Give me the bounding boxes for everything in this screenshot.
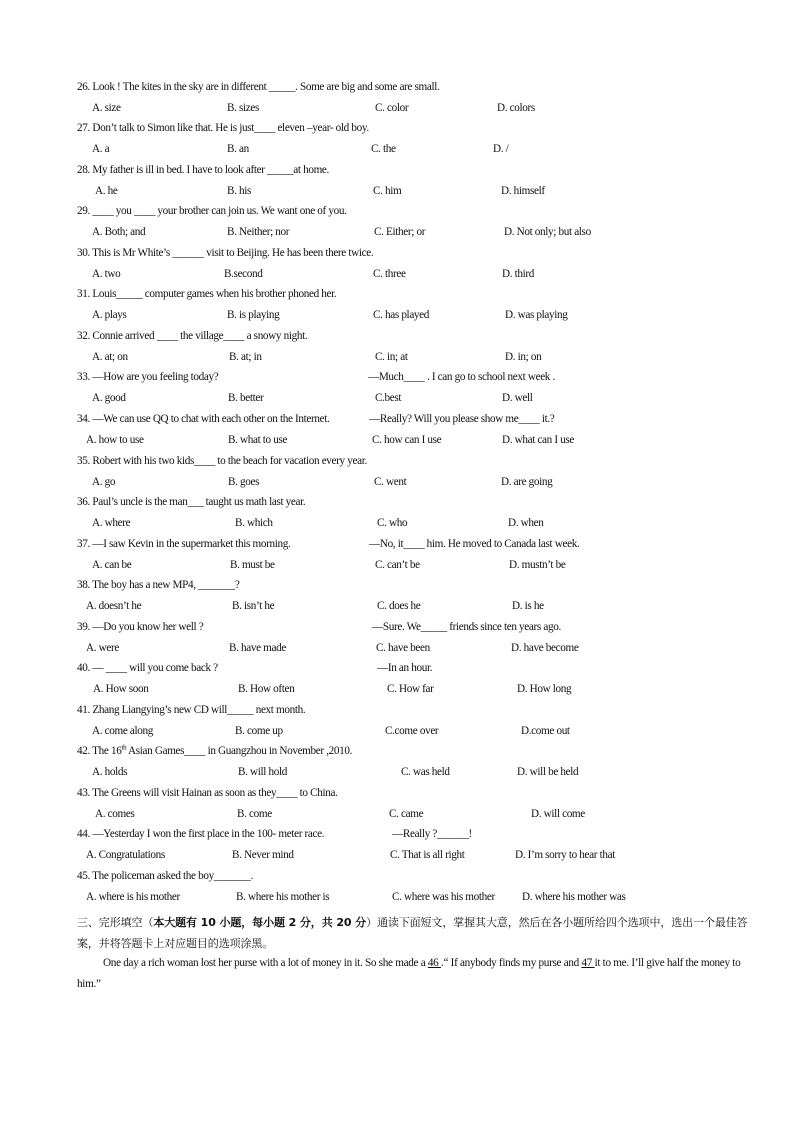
option-a: A. he	[95, 185, 118, 197]
option-a: A. Congratulations	[86, 849, 165, 861]
option-b: B. must be	[230, 559, 275, 571]
option-c: C. That is all right	[390, 849, 465, 861]
question-37	[77, 537, 757, 571]
option-b: B. what to use	[228, 434, 288, 446]
option-d: D.come out	[521, 725, 570, 737]
options-row	[77, 765, 757, 779]
question-stem: 32. Connie arrived ____ the village____ a snowy night.	[77, 330, 308, 342]
options-row	[77, 516, 757, 530]
option-c: C. have been	[376, 642, 430, 654]
options-row	[77, 267, 757, 281]
option-a: A. were	[86, 642, 119, 654]
options-row	[77, 475, 757, 489]
question-35	[77, 454, 757, 488]
option-c: C. how can I use	[372, 434, 442, 446]
question-stem: 27. Don’t talk to Simon like that. He is just____ eleven –year- old boy.	[77, 122, 369, 134]
option-d: D. Not only; but also	[504, 226, 591, 238]
option-d: D. will come	[531, 808, 585, 820]
option-b: B. is playing	[227, 309, 280, 321]
options-row	[77, 848, 757, 862]
option-b: B. will hold	[238, 766, 287, 778]
reply-line: —In an hour.	[377, 662, 433, 674]
question-stem: 44. —Yesterday I won the first place in the 100- meter race.	[77, 828, 325, 840]
question-33	[77, 370, 757, 404]
options-row	[77, 225, 757, 239]
reply-line: —Really? Will you please show me____ it.?	[369, 413, 555, 425]
option-d: D. was playing	[505, 309, 568, 321]
question-36	[77, 495, 757, 529]
option-d: D. How long	[517, 683, 572, 695]
option-d: D. when	[508, 517, 544, 529]
option-a: A. how to use	[86, 434, 144, 446]
option-b: B. at; in	[229, 351, 262, 363]
option-b: B. which	[235, 517, 273, 529]
question-stem: 29. ____ you ____ your brother can join us. We want one of you.	[77, 205, 347, 217]
option-d: D. third	[502, 268, 535, 280]
option-c: C. three	[373, 268, 406, 280]
reply-line: —Sure. We_____ friends since ten years ago.	[372, 621, 561, 633]
question-41	[77, 703, 757, 737]
ordinal-suffix: th	[121, 743, 127, 752]
reply-line: —Much____ . I can go to school next week .	[368, 371, 555, 383]
question-stem: 41. Zhang Liangying’s new CD will_____ next month.	[77, 704, 306, 716]
question-39	[77, 620, 757, 654]
option-d: D. where his mother was	[522, 891, 626, 903]
question-stem: 31. Louis_____ computer games when his brother phoned her.	[77, 288, 337, 300]
question-43	[77, 786, 757, 820]
option-a: A. holds	[92, 766, 128, 778]
option-c: C. Either; or	[374, 226, 426, 238]
question-stem: 30. This is Mr White’s ______ visit to Beijing. He has been there twice.	[77, 247, 374, 259]
question-28	[77, 163, 757, 197]
option-c: C. in; at	[375, 351, 408, 363]
option-c: C.best	[375, 392, 402, 404]
question-stem: 43. The Greens will visit Hainan as soon as they____ to China.	[77, 787, 338, 799]
options-row	[77, 599, 757, 613]
option-a: A. doesn’t he	[86, 600, 142, 612]
option-b: B. How often	[238, 683, 295, 695]
option-b: B.second	[224, 268, 263, 280]
question-stem: 45. The policeman asked the boy_______.	[77, 870, 253, 882]
option-a: A. come along	[92, 725, 154, 737]
option-b: B. his	[227, 185, 252, 197]
question-32	[77, 329, 757, 363]
option-d: D. colors	[497, 102, 535, 114]
option-a: A. two	[92, 268, 121, 280]
question-stem: 28. My father is ill in bed. I have to look after _____at home.	[77, 164, 329, 176]
question-34	[77, 412, 757, 446]
section-prefix: 三、完形填空（	[77, 916, 154, 929]
option-c: C. has played	[373, 309, 430, 321]
option-a: A. a	[92, 143, 110, 155]
question-stem: 38. The boy has a new MP4, _______?	[77, 579, 240, 591]
option-a: A. where is his mother	[86, 891, 180, 903]
section-points: 本大题有 10 小题，每小题 2 分，共 20 分	[153, 916, 367, 929]
section-instructions: ）通读下面短文，掌握其大意，然后在各小题所给四个选项中，选出一个最佳答案，并将答题卡上对应题目的选项涂黑。	[77, 916, 748, 950]
passage-text: .“ If anybody finds my purse and	[440, 957, 582, 969]
question-31	[77, 287, 757, 321]
option-c: C. who	[377, 517, 408, 529]
stem-text: Asian Games____ in Guangzhou in November ,2010.	[126, 745, 353, 757]
question-stem: 37. —I saw Kevin in the supermarket this morning.	[77, 538, 291, 550]
options-row	[77, 350, 757, 364]
question-stem: 35. Robert with his two kids____ to the beach for vacation every year.	[77, 455, 367, 467]
question-stem: 39. —Do you know her well ?	[77, 621, 204, 633]
question-30	[77, 246, 757, 280]
blank-47: 47	[581, 957, 595, 969]
option-b: B. Never mind	[232, 849, 294, 861]
option-c: C. can’t be	[375, 559, 420, 571]
option-c: C. him	[373, 185, 402, 197]
question-stem	[77, 744, 757, 758]
option-a: A. good	[92, 392, 126, 404]
options-row	[77, 724, 757, 738]
option-d: D. are going	[501, 476, 553, 488]
option-a: A. at; on	[92, 351, 128, 363]
option-c: C. does he	[377, 600, 421, 612]
passage-text: One day a rich woman lost her purse with a lot of money in it. So she made a	[103, 957, 428, 969]
option-b: B. have made	[229, 642, 286, 654]
option-b: B. Neither; nor	[227, 226, 290, 238]
option-d: D. have become	[511, 642, 579, 654]
option-a: A. comes	[95, 808, 135, 820]
options-row	[77, 558, 757, 572]
option-b: B. an	[227, 143, 249, 155]
option-a: A. plays	[92, 309, 127, 321]
question-45	[77, 869, 757, 903]
option-a: A. go	[92, 476, 116, 488]
cloze-passage	[77, 953, 749, 995]
options-row	[77, 641, 757, 655]
option-c: C. How far	[387, 683, 434, 695]
question-38	[77, 578, 757, 612]
options-row	[77, 890, 757, 904]
option-d: D. I’m sorry to hear that	[515, 849, 615, 861]
option-b: B. where his mother is	[236, 891, 330, 903]
question-44	[77, 827, 757, 861]
option-c: C. went	[374, 476, 407, 488]
options-row	[77, 308, 757, 322]
stem-text: 42. The 16	[77, 745, 122, 757]
option-c: C. color	[375, 102, 409, 114]
reply-line: —No, it____ him. He moved to Canada last week.	[369, 538, 580, 550]
blank-46: 46	[427, 957, 441, 969]
option-c: C.come over	[385, 725, 439, 737]
question-40	[77, 661, 757, 695]
option-d: D. /	[493, 143, 509, 155]
option-b: B. sizes	[227, 102, 260, 114]
question-26	[77, 80, 757, 114]
option-a: A. can be	[92, 559, 132, 571]
options-row	[77, 391, 757, 405]
reply-line: —Really ?______!	[392, 828, 472, 840]
option-d: D. is he	[512, 600, 544, 612]
cloze-section-heading	[77, 912, 757, 954]
passage-text: it to me. I’ll give half the money to him.”	[77, 957, 741, 990]
question-stem: 33. —How are you feeling today?	[77, 371, 219, 383]
option-b: B. isn’t he	[232, 600, 275, 612]
option-d: D. in; on	[505, 351, 542, 363]
option-c: C. came	[389, 808, 424, 820]
option-b: B. better	[228, 392, 264, 404]
question-27	[77, 121, 757, 155]
options-row	[77, 184, 757, 198]
question-stem: 40. — ____ will you come back ?	[77, 662, 218, 674]
options-row	[77, 682, 757, 696]
question-stem: 34. —We can use QQ to chat with each other on the Internet.	[77, 413, 330, 425]
option-b: B. goes	[228, 476, 260, 488]
option-d: D. well	[502, 392, 533, 404]
options-row	[77, 142, 757, 156]
question-29	[77, 204, 757, 238]
option-d: D. mustn’t be	[509, 559, 566, 571]
option-c: C. was held	[401, 766, 450, 778]
option-d: D. himself	[501, 185, 545, 197]
question-stem: 26. Look ! The kites in the sky are in different _____. Some are big and some are small.	[77, 81, 440, 93]
option-c: C. the	[371, 143, 396, 155]
option-b: B. come	[237, 808, 272, 820]
option-d: D. will be held	[517, 766, 579, 778]
option-c: C. where was his mother	[392, 891, 495, 903]
option-a: A. How soon	[93, 683, 149, 695]
question-stem: 36. Paul’s uncle is the man___ taught us math last year.	[77, 496, 306, 508]
option-b: B. come up	[235, 725, 283, 737]
options-row	[77, 807, 757, 821]
option-a: A. where	[92, 517, 131, 529]
options-row	[77, 101, 757, 115]
option-a: A. Both; and	[92, 226, 146, 238]
option-d: D. what can I use	[502, 434, 575, 446]
option-a: A. size	[92, 102, 121, 114]
question-42	[77, 743, 757, 778]
options-row	[77, 433, 757, 447]
